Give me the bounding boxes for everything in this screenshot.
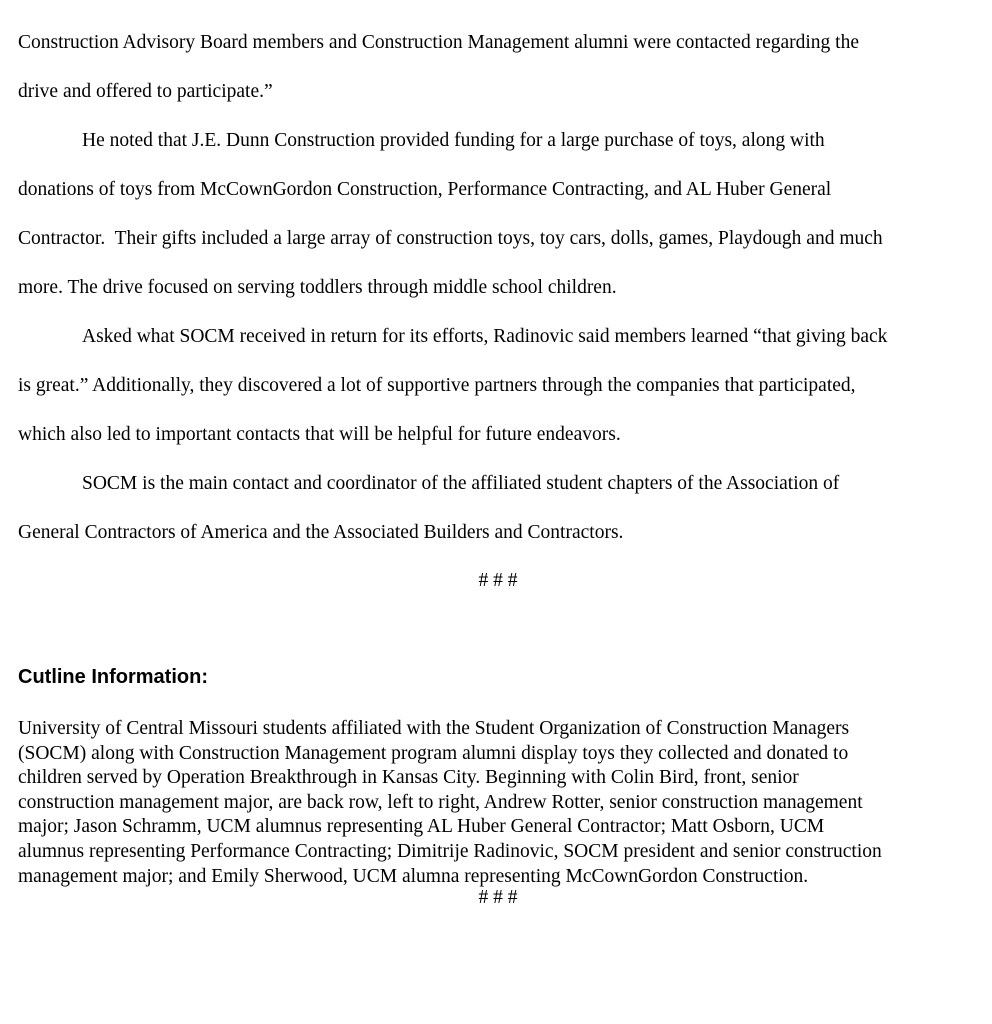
body-paragraph: [18, 18, 978, 116]
cutline-heading: Cutline Information:: [18, 666, 208, 688]
body-paragraph: [18, 312, 978, 459]
body-line: which also led to important contacts that will be helpful for future endeavors.: [18, 424, 621, 445]
cutline-line: major; Jason Schramm, UCM alumnus representing AL Huber General Contractor; Matt Osborn, UCM: [18, 816, 825, 838]
article-body: [18, 18, 978, 557]
body-line: more. The drive focused on serving toddlers through middle school children.: [18, 277, 617, 298]
cutline-line: children served by Operation Breakthrough in Kansas City. Beginning with Colin Bird, front, senior: [18, 767, 799, 789]
body-line: donations of toys from McCownGordon Construction, Performance Contracting, and AL Huber General: [18, 179, 832, 200]
body-line: drive and offered to participate.”: [18, 81, 273, 102]
body-line: Construction Advisory Board members and Construction Management alumni were contacted regarding the: [18, 32, 859, 53]
body-paragraph: [18, 459, 978, 557]
body-line: is great.” Additionally, they discovered a lot of supportive partners through the companies that participated,: [18, 375, 856, 396]
cutline-line: construction management major, are back row, left to right, Andrew Rotter, senior construction management: [18, 791, 863, 813]
cutline-text: [18, 717, 973, 889]
cutline-line: management major; and Emily Sherwood, UCM alumna representing McCownGordon Construction.: [18, 865, 809, 887]
body-line: He noted that J.E. Dunn Construction provided funding for a large purchase of toys, along with: [82, 130, 825, 151]
cutline-line: University of Central Missouri students affiliated with the Student Organization of Construction Managers: [18, 718, 850, 739]
body-line: Asked what SOCM received in return for its efforts, Radinovic said members learned “that giving back: [82, 326, 888, 347]
body-paragraph: [18, 116, 978, 312]
cutline-line: (SOCM) along with Construction Management program alumni display toys they collected and donated to: [18, 742, 849, 764]
body-line: Contractor. Their gifts included a large array of construction toys, toy cars, dolls, games, Playdough and much: [18, 228, 883, 249]
end-marker: # # #: [478, 570, 518, 591]
body-line: General Contractors of America and the Associated Builders and Contractors.: [18, 522, 624, 543]
body-line: SOCM is the main contact and coordinator of the affiliated student chapters of the Association of: [82, 473, 840, 494]
cutline-line: alumnus representing Performance Contracting; Dimitrije Radinovic, SOCM president and senior construction: [18, 840, 882, 862]
cutline-end-marker: # # #: [478, 887, 518, 908]
